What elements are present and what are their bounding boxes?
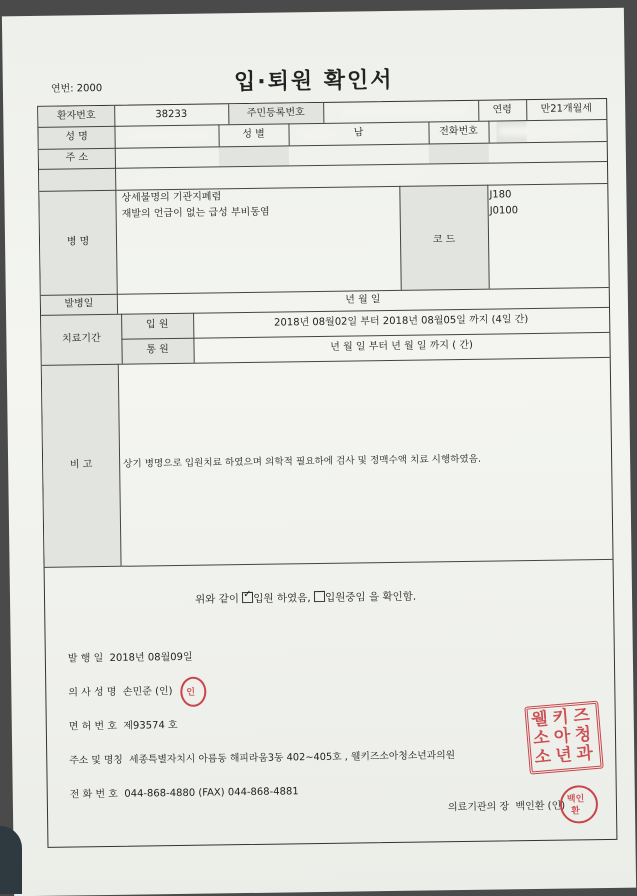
license-number: 제93574 호: [123, 720, 178, 732]
admitted-option: 입원 하였음,: [253, 592, 311, 605]
admitted-checkbox[interactable]: [242, 592, 253, 603]
clinic-phone-label: 전 화 번 호: [69, 788, 119, 801]
license-row: [69, 721, 178, 733]
document-page: [2, 8, 636, 896]
head-name: 백인환: [515, 800, 545, 813]
diagnosis-label: 병 명: [66, 236, 90, 248]
confirmation-line: [195, 590, 416, 606]
doctor-seal-icon: 인: [180, 677, 206, 707]
issue-date-label: 발 행 일: [67, 653, 104, 665]
sex-label: 성 별: [242, 128, 265, 141]
code-label: 코 드: [432, 234, 456, 246]
in-hospital-checkbox[interactable]: [314, 591, 325, 602]
doctor-seal-mark: (인): [154, 686, 173, 698]
patient-number-label: 환자번호: [56, 110, 96, 122]
age-label: 연령: [492, 104, 512, 116]
sex-value: 남: [353, 127, 364, 139]
clinic-stamp-icon: 웰 키 즈 소 아 청 소 년 과: [524, 701, 603, 775]
clinic-address: 세종특별자치시 아름동 해피라움3동 402~405호 , 웰키즈소아청소년과의원: [129, 750, 456, 766]
outpatient-label: 통 원: [146, 344, 169, 356]
outpatient-period: 년 월 일 부터 년 월 일 까지 ( 간): [330, 339, 473, 353]
onset-label: 발병일: [64, 298, 94, 310]
clinic-address-row: [69, 751, 455, 766]
head-seal-mark: (인): [547, 800, 566, 812]
onset-value: 년 월 일: [345, 294, 381, 306]
head-label: 의료기관의 장: [447, 801, 510, 814]
remarks-label: 비 고: [69, 459, 93, 471]
remarks-text: 상기 병명으로 입원치료 하였으며 의학적 필요하에 검사 및 정맥수액 치료 시행하였음.: [123, 453, 482, 470]
diagnosis-line-1: 상세불명의 기관지폐렴: [121, 191, 222, 204]
phone-label: 전화번호: [439, 125, 478, 138]
doctor-row: [68, 687, 172, 698]
diagnosis-line-2: 재발의 언급이 없는 급성 부비동염: [121, 206, 270, 220]
inpatient-label: 입 원: [145, 319, 169, 331]
inpatient-period: 2018년 08월02일 부터 2018년 08월05일 까지 (4일 간): [274, 314, 529, 329]
in-hospital-option: 입원중임 을 확인함.: [324, 590, 417, 604]
address-label: 주 소: [65, 152, 89, 164]
code-2: J0100: [489, 205, 519, 217]
edition-number: 연번: 2000: [50, 82, 103, 95]
finger-shadow: [0, 826, 22, 894]
treatment-label: 치료기간: [61, 333, 101, 345]
certificate-form: [37, 98, 617, 848]
issue-date: 2018년 08월09일: [109, 651, 193, 664]
license-label: 면 허 번 호: [68, 720, 118, 733]
head-row: [448, 802, 565, 814]
code-1: J180: [489, 189, 512, 201]
resident-number-label: 주민등록번호: [246, 107, 305, 119]
doctor-label: 의 사 성 명: [68, 686, 117, 699]
head-seal-icon: 백인 환: [560, 785, 599, 824]
issue-date-row: [68, 653, 193, 665]
document-title: 입·퇴원 확인서: [233, 67, 394, 96]
clinic-phone-row: [70, 787, 299, 800]
name-label: 성 명: [65, 131, 88, 143]
clinic-phone: 044-868-4880 (FAX) 044-868-4881: [124, 786, 299, 800]
patient-number-value: 38233: [155, 108, 188, 121]
clinic-address-label: 주소 및 명칭: [69, 754, 123, 767]
doctor-name: 손민준: [122, 686, 152, 698]
confirmation-prefix: 위와 같이: [194, 593, 240, 606]
age-value: 만21개월세: [540, 103, 592, 115]
